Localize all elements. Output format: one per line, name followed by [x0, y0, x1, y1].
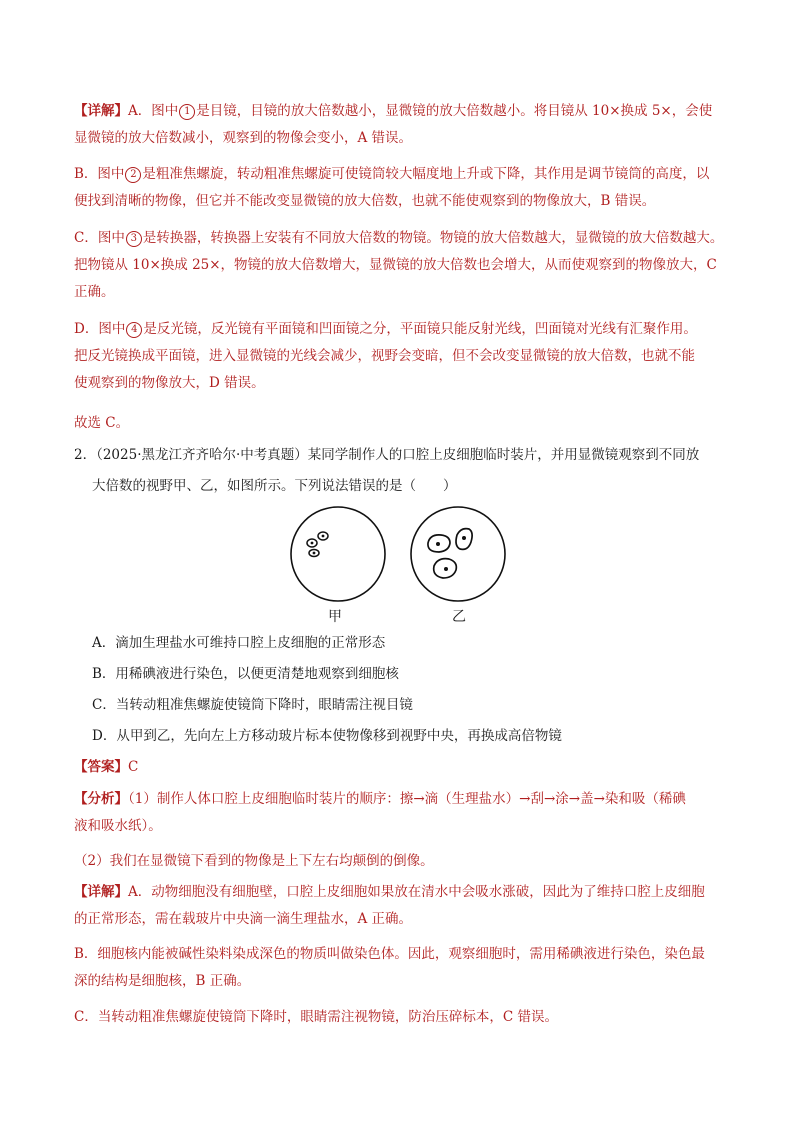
detail-d: D．图中 4 是反光镜，反光镜有平面镜和凹面镜之分，平面镜只能反射光线，凹面镜对光线有汇聚作用。 把反光镜换成平面镜，进入显微镜的光线会减少，视野会变暗，但不会改变显微镜的放大倍数，也就不能 使观察到的物像放大，D 错误。 — [74, 321, 697, 391]
field-jia-circle — [291, 507, 385, 601]
detail-a: 【详解】A．图中 1 是目镜，目镜的放大倍数越小，显微镜的放大倍数越小。将目镜从 10×换成 5×，会使 显微镜的放大倍数减小，观察到的物像会变小，A 错误。 — [74, 103, 713, 146]
figure-label-jia: 甲 — [328, 609, 342, 625]
circled-number-3: 3 — [126, 231, 142, 247]
option-c: C．当转动粗准焦螺旋使镜筒下降时，眼睛需注视目镜 — [92, 697, 413, 713]
circled-number-4: 4 — [126, 322, 142, 338]
detail-b: B．图中 2 是粗准焦螺旋，转动粗准焦螺旋可使镜筒较大幅度地上升或下降，其作用是调节镜筒的高度，以 便找到清晰的物像，但它并不能改变显微镜的放大倍数，也就不能使观察到的物像放大，B 错误。 — [74, 166, 710, 209]
question-number: 2． — [74, 447, 97, 463]
answer-tag: 【答案】 — [74, 759, 128, 775]
microscope-fields-figure — [286, 506, 506, 626]
detail2-c: C．当转动粗准焦螺旋使镜筒下降时，眼睛需注视物镜，防治压碎标本，C 错误。 — [74, 1009, 558, 1025]
circled-number-2: 2 — [125, 167, 141, 183]
detail2-a: 【详解】A．动物细胞没有细胞壁，口腔上皮细胞如果放在清水中会吸水涨破，因此为了维持口腔上皮细胞 的正常形态，需在载玻片中央滴一滴生理盐水，A 正确。 — [74, 884, 705, 927]
option-a: A．滴加生理盐水可维持口腔上皮细胞的正常形态 — [92, 635, 386, 651]
fields-svg — [286, 506, 506, 626]
analysis-tag: 【分析】 — [74, 791, 128, 807]
field-yi-circle — [411, 507, 505, 601]
option-d: D．从甲到乙，先向左上方移动玻片标本使物像移到视野中央，再换成高倍物镜 — [92, 728, 562, 744]
detail-tag: 【详解】 — [74, 103, 128, 119]
answer — [74, 754, 728, 781]
figure-label-yi: 乙 — [452, 609, 466, 625]
detail-choice: 故选 C。 — [74, 415, 130, 431]
detail2-tag: 【详解】 — [74, 884, 128, 900]
answer-value: C — [128, 759, 139, 775]
circled-number-1: 1 — [179, 104, 195, 120]
detail2-b: B．细胞核内能被碱性染料染成深色的物质叫做染色体。因此，观察细胞时，需用稀碘液进行染色，染色最 深的结构是细胞核，B 正确。 — [74, 946, 705, 989]
analysis-p2: （2）我们在显微镜下看到的物像是上下左右均颠倒的倒像。 — [74, 853, 434, 869]
detail-c: C．图中 3 是转换器，转换器上安装有不同放大倍数的物镜。物镜的放大倍数越大，显微镜的放大倍数越大。 把物镜从 10×换成 25×，物镜的放大倍数增大，显微镜的放大倍数也会增大，从而使观察到的物像放大，C 正确。 — [74, 230, 724, 300]
analysis: 【分析】（1）制作人体口腔上皮细胞临时装片的顺序：擦→滴（生理盐水）→刮→涂→盖→染和吸（稀碘 液和吸水纸）。 — [74, 791, 686, 834]
question-2-stem: 2．（2025·黑龙江齐齐哈尔·中考真题）某同学制作人的口腔上皮细胞临时装片，并用显微镜观察到不同放 — [74, 447, 700, 463]
question-2-stem-line2: 大倍数的视野甲、乙，如图所示。下列说法错误的是（ ） — [92, 478, 457, 494]
option-b: B．用稀碘液进行染色，以便更清楚地观察到细胞核 — [92, 666, 399, 682]
